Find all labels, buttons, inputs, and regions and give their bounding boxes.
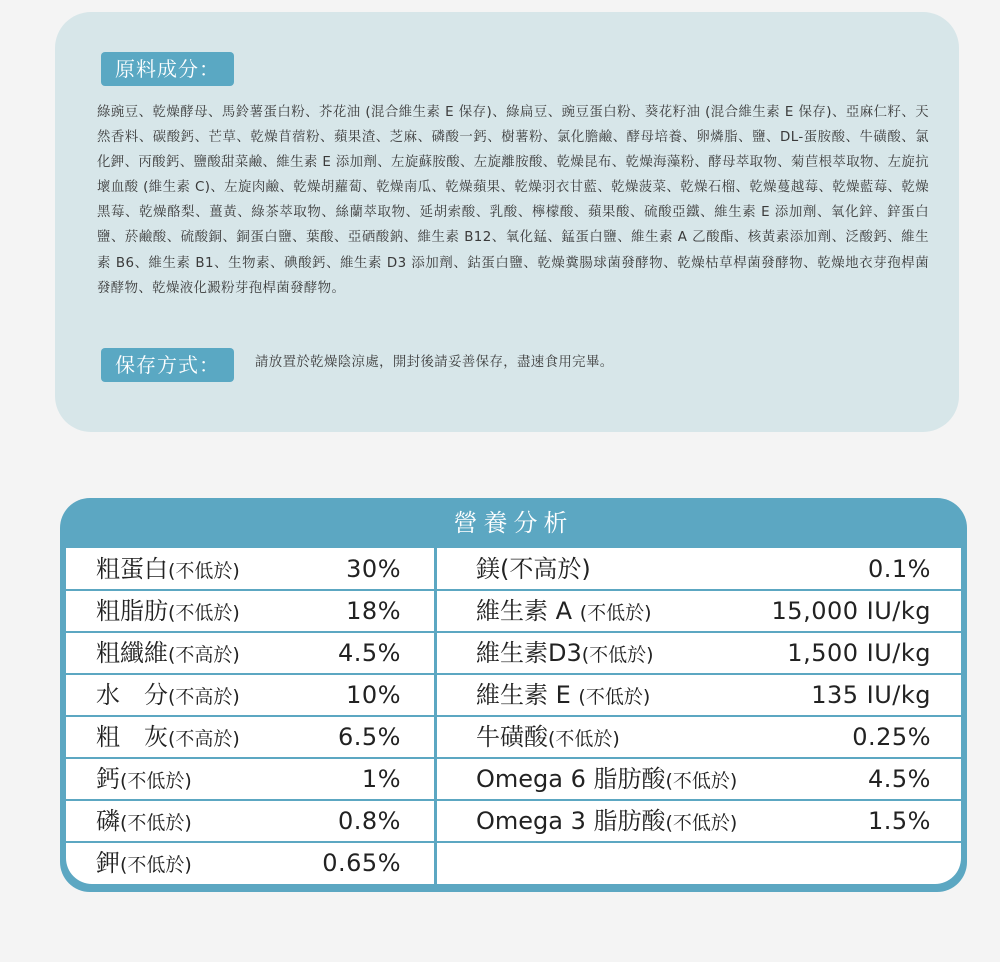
- nutrient-qualifier: (不低於): [548, 728, 620, 750]
- nutrient-label: 維生素D3: [476, 639, 582, 667]
- nutrient-qualifier: (不低於): [579, 602, 652, 624]
- nutrient-value: 1,500 IU/kg: [787, 639, 931, 667]
- nutrient-label: 牛磺酸: [476, 723, 548, 751]
- nutrient-qualifier: (不低於): [578, 686, 651, 708]
- nutrient-label: Omega 3 脂肪酸: [476, 807, 666, 835]
- nutrient-value: 0.25%: [852, 723, 931, 751]
- nutrient-qualifier: (不高於): [168, 728, 240, 750]
- nutrient-value: 18%: [346, 597, 401, 625]
- storage-text: 請放置於乾燥陰涼處，開封後請妥善保存，盡速食用完畢。: [255, 355, 614, 370]
- nutrient-label: 粗脂肪: [96, 597, 168, 625]
- nutrient-qualifier: (不低於): [581, 644, 654, 666]
- nutrient-value: 0.1%: [868, 555, 931, 583]
- nutrition-card: [60, 498, 967, 892]
- nutrient-qualifier: (不低於): [120, 812, 192, 834]
- nutrient-value: 4.5%: [868, 765, 931, 793]
- nutrient-label: 維生素 E: [476, 681, 579, 709]
- nutrient-label: 粗纖維: [96, 639, 168, 667]
- nutrient-label: 粗蛋白: [96, 555, 168, 583]
- nutrient-qualifier: (不低於): [665, 812, 738, 834]
- ingredients-card: [55, 12, 959, 432]
- storage-label: 保存方式：: [101, 348, 234, 382]
- nutrient-value: 135 IU/kg: [811, 681, 931, 709]
- nutrient-value: 0.65%: [322, 849, 401, 877]
- nutrient-value: 30%: [346, 555, 401, 583]
- nutrient-qualifier: (不低於): [168, 602, 240, 624]
- nutrient-qualifier: (不低於): [120, 770, 192, 792]
- nutrient-value: 15,000 IU/kg: [771, 597, 931, 625]
- nutrition-table: [66, 548, 961, 884]
- nutrient-qualifier: (不低於): [168, 560, 240, 582]
- nutrient-value: 4.5%: [338, 639, 401, 667]
- nutrient-label: 鎂(不高於): [476, 555, 591, 583]
- nutrient-label: 鉀: [96, 849, 120, 877]
- nutrient-value: 6.5%: [338, 723, 401, 751]
- nutrient-qualifier: (不高於): [168, 686, 240, 708]
- nutrient-value: 1.5%: [868, 807, 931, 835]
- ingredients-text: 綠豌豆、乾燥酵母、馬鈴薯蛋白粉、芥花油 (混合維生素 E 保存)、綠扁豆、豌豆蛋白粉、葵花籽油 (混合維生素 E 保存)、亞麻仁籽、天然香料、碳酸鈣、芒草、乾燥苜蓿粉、蘋果渣、芝麻、磷酸一鈣、樹薯粉、氯化膽鹼、酵母培養、卵燐脂、鹽、DL-蛋胺酸、牛磺酸、氯化鉀、丙酸鈣、鹽酸甜菜鹼、維生素 E 添加劑、左旋蘇胺酸、左旋離胺酸、乾燥昆布、乾燥海藻粉、酵母萃取物、菊苣根萃取物、左旋抗壞血酸 (維生素 C)、左旋肉鹼、乾燥胡蘿蔔、乾燥南瓜、乾燥蘋果、乾燥羽衣甘藍、乾燥菠菜、乾燥石榴、乾燥蔓越莓、乾燥藍莓、乾燥黑莓、乾燥酪梨、薑黃、綠茶萃取物、絲蘭萃取物、延胡索酸、乳酸、檸檬酸、蘋果酸、硫酸亞鐵、維生素 E 添加劑、氧化鋅、鋅蛋白鹽、菸鹼酸、硫酸銅、銅蛋白鹽、葉酸、亞硒酸鈉、維生素 B12、氧化錳、錳蛋白鹽、維生素 A 乙酸酯、核黃素添加劑、泛酸鈣、維生素 B6、維生素 B1、生物素、碘酸鈣、維生素 D3 添加劑、鈷蛋白鹽、乾燥糞腸球菌發酵物、乾燥枯草桿菌發酵物、乾燥地衣芽孢桿菌發酵物、乾燥液化澱粉芽孢桿菌發酵物。: [97, 105, 929, 296]
- nutrient-value: 0.8%: [338, 807, 401, 835]
- nutrient-label: 磷: [96, 807, 120, 835]
- nutrient-label: 水 分: [96, 681, 168, 709]
- nutrient-value: 1%: [361, 765, 401, 793]
- nutrient-label: 鈣: [96, 765, 120, 793]
- nutrient-label: 粗 灰: [96, 723, 168, 751]
- nutrient-value: 10%: [346, 681, 401, 709]
- nutrition-title: 營養分析: [453, 509, 574, 537]
- nutrient-qualifier: (不低於): [665, 770, 738, 792]
- nutrient-qualifier: (不高於): [168, 644, 240, 666]
- nutrient-qualifier: (不低於): [120, 854, 192, 876]
- ingredients-label: 原料成分：: [101, 52, 234, 86]
- nutrient-label: Omega 6 脂肪酸: [476, 765, 666, 793]
- nutrient-label: 維生素 A: [476, 597, 580, 625]
